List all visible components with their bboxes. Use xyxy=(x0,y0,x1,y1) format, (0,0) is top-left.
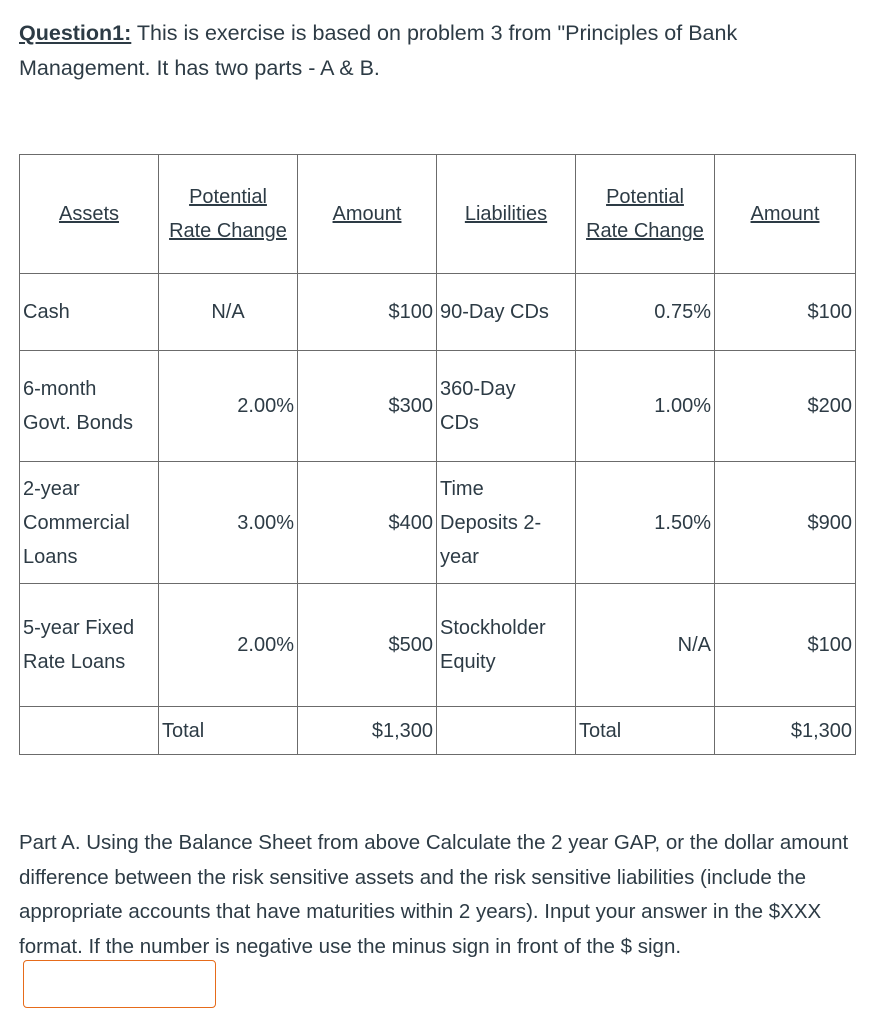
asset-amount: $300 xyxy=(298,351,437,462)
part-a-question xyxy=(19,826,864,1012)
asset-name: Cash xyxy=(20,274,159,351)
liability-total-label: Total xyxy=(576,707,715,755)
table-row xyxy=(20,584,856,707)
header-liability-rate-change: Potential Rate Change xyxy=(576,155,715,274)
liability-rate-change: 0.75% xyxy=(576,274,715,351)
asset-total-label: Total xyxy=(159,707,298,755)
answer-input[interactable] xyxy=(23,960,216,1008)
header-asset-rate-change: Potential Rate Change xyxy=(159,155,298,274)
liability-amount: $100 xyxy=(715,584,856,707)
liability-name: 360-Day CDs xyxy=(437,351,576,462)
asset-name: 6-month Govt. Bonds xyxy=(20,351,159,462)
liability-rate-change: 1.50% xyxy=(576,462,715,584)
question-text: This is exercise is based on problem 3 from "Principles of Bank Management. It has two parts - A & B. xyxy=(19,21,738,80)
header-liability-amount: Amount xyxy=(715,155,856,274)
question-title xyxy=(19,16,869,86)
asset-rate-change: 2.00% xyxy=(159,351,298,462)
table-row xyxy=(20,351,856,462)
liability-amount: $200 xyxy=(715,351,856,462)
asset-rate-change: 2.00% xyxy=(159,584,298,707)
liability-amount: $900 xyxy=(715,462,856,584)
table-header-row xyxy=(20,155,856,274)
asset-rate-change: 3.00% xyxy=(159,462,298,584)
asset-rate-change: N/A xyxy=(159,274,298,351)
totals-row xyxy=(20,707,856,755)
liability-name: Time Deposits 2- year xyxy=(437,462,576,584)
liability-total-amount: $1,300 xyxy=(715,707,856,755)
header-asset-amount: Amount xyxy=(298,155,437,274)
liability-name: 90-Day CDs xyxy=(437,274,576,351)
empty-cell xyxy=(20,707,159,755)
liability-amount: $100 xyxy=(715,274,856,351)
question-label: Question1: xyxy=(19,21,132,45)
table-row xyxy=(20,462,856,584)
table-row xyxy=(20,274,856,351)
empty-cell xyxy=(437,707,576,755)
header-assets: Assets xyxy=(20,155,159,274)
liability-name: Stockholder Equity xyxy=(437,584,576,707)
asset-name: 2-year Commercial Loans xyxy=(20,462,159,584)
asset-amount: $500 xyxy=(298,584,437,707)
asset-amount: $100 xyxy=(298,274,437,351)
asset-name: 5-year Fixed Rate Loans xyxy=(20,584,159,707)
liability-rate-change: N/A xyxy=(576,584,715,707)
liability-rate-change: 1.00% xyxy=(576,351,715,462)
balance-sheet-table xyxy=(19,154,856,755)
header-liabilities: Liabilities xyxy=(437,155,576,274)
asset-total-amount: $1,300 xyxy=(298,707,437,755)
asset-amount: $400 xyxy=(298,462,437,584)
part-a-text: Part A. Using the Balance Sheet from above Calculate the 2 year GAP, or the dollar amount difference between the risk sensitive assets and the risk sensitive liabilities (include the appropriate accounts that have maturities within 2 years). Input your answer in the $XXX format. If the number is negative use the minus sign in front of the $ sign. xyxy=(19,831,849,958)
